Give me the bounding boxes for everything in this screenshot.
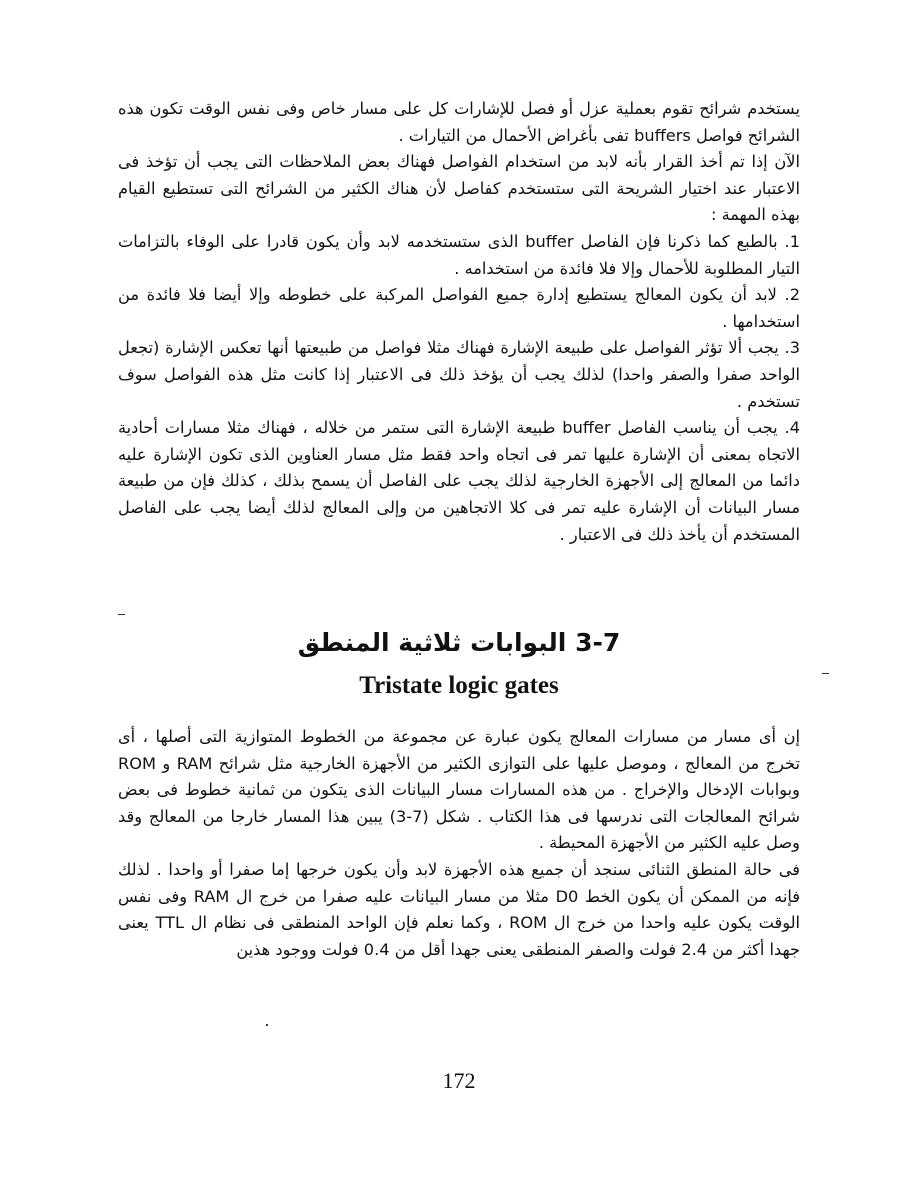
list-item-1: 1. بالطبع كما ذكرنا فإن الفاصل buffer الذى ستستخدمه لابد وأن يكون قادرا على الوفاء بالتزامات التيار المطلوبة للأحمال وإلا فلا فائدة من استخدامه . [118,231,800,278]
list-item-2: 2. لابد أن يكون المعالج يستطيع إدارة جميع الفواصل المركبة على خطوطه وإلا أيضا فلا فائدة من استخدامها . [118,285,800,331]
section-heading-english: Tristate logic gates [359,672,559,699]
paragraph-buffer-notes: الآن إذا تم أخذ القرار بأنه لابد من استخدام الفواصل فهناك بعض الملاحظات التى يجب أن تؤخذ فى الاعتبار عند اختيار الشريحة التى ستستخدم كفاصل لأن هناك الكثير من الشرائح التى تستطيع القيام بهذه المهمة : [118,152,800,225]
page-number: 172 [442,1068,476,1093]
bottom-text-block [118,724,800,963]
list-item-4: 4. يجب أن يناسب الفاصل buffer طبيعة الإشارة التى ستمر من خلاله ، فهناك مثلا مسارات أحادية الاتجاه بمعنى أن الإشارة عليها تمر فى اتجاه واحد فقط مثل مسار العناوين الذى تكون الإشارة عليه دائما من المعالج إلى الأجهزة الخارجية لذلك يجب على الفاصل أن يسمح بذلك ، كذلك فإن من طبيعة مسار البيانات أن الإشارة عليه تمر فى كلا الاتجاهين من وإلى المعالج لذلك أيضا يجب على الفاصل المستخدم أن يأخذ ذلك فى الاعتبار . [118,418,800,544]
list-item-3: 3. يجب ألا تؤثر الفواصل على طبيعة الإشارة فهناك مثلا فواصل من طبيعتها أنها تعكس الإشارة (تجعل الواحد صفرا والصفر واحدا) لذلك يجب أن يؤخذ ذلك فى الاعتبار إذا كانت مثل هذه الفواصل سوف تستخدم . [118,338,800,411]
paragraph-parallel-bus: إن أى مسار من مسارات المعالج يكون عبارة عن مجموعة من الخطوط المتوازية التى أصلها ، أى تخرج من المعالج ، وموصل عليها على التوازى الكثير من الأجهزة الخارجية مثل شرائح RAM و ROM وبوابات الإدخال والإخراج . من هذه المسارات مسار البيانات الذى يتكون من ثمانية خطوط فى بعض شرائح المعالجات التى ندرسها فى هذا الكتاب . شكل (7-3) يبين هذا المسار خارجا من المعالج وقد وصل عليه الكثير من الأجهزة المحيطة . [118,727,800,853]
paragraph-binary-logic: فى حالة المنطق الثنائى سنجد أن جميع هذه الأجهزة لابد وأن يكون خرجها إما صفرا أو واحدا . لذلك فإنه من الممكن أن يكون الخط D0 مثلا من مسار البيانات عليه صفرا من خرج ال RAM وفى نفس الوقت يكون عليه واحدا من خرج ال ROM ، وكما نعلم فإن الواحد المنطقى فى نظام ال TTL يعنى جهدا أكثر من 2.4 فولت والصفر المنطقى يعنى جهدا أقل من 0.4 فولت ووجود هذين [118,859,800,959]
scan-dot [266,1024,268,1026]
scan-mark-left [118,614,125,615]
top-text-block [118,96,800,548]
scan-mark-right [822,673,829,674]
paragraph-buffers-intro: يستخدم شرائح تقوم بعملية عزل أو فصل للإشارات كل على مسار خاص وفى نفس الوقت تكون هذه الشرائح فواصل buffers تفى بأغراض الأحمال من التيارات . [118,99,800,145]
section-heading-arabic: 3-7 البوابات ثلاثية المنطق [297,628,621,657]
